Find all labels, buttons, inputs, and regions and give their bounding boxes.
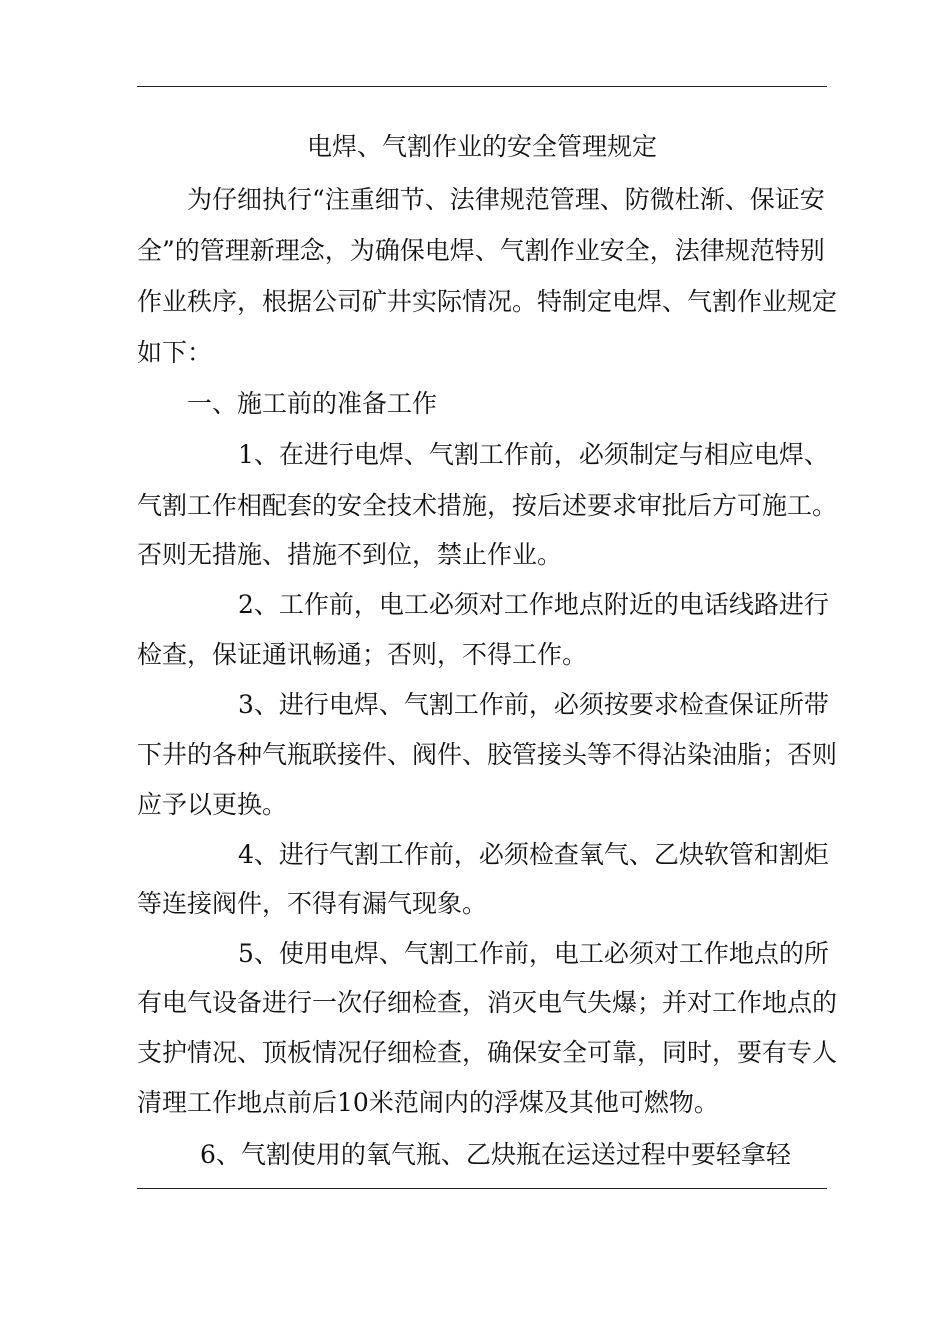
intro-line-1: 为仔细执行“注重细节、法律规范管理、防微杜渐、保证安: [187, 185, 825, 214]
item-3-line-3: 应予以更换。: [137, 790, 288, 819]
header-rule: [137, 86, 827, 87]
section-heading: 一、施工前的准备工作: [187, 389, 438, 418]
intro-line-4: 如下：: [137, 338, 213, 367]
item-4-line-2: 等连接阀件，不得有漏气现象。: [137, 889, 488, 918]
item-2-line-2: 检查，保证通讯畅通；否则，不得工作。: [137, 640, 588, 669]
item-1-line-3: 否则无措施、措施不到位，禁止作业。: [137, 540, 563, 569]
item-3-line-2: 下井的各种气瓶联接件、阀件、胶管接头等不得沾染油脂；否则: [137, 740, 838, 769]
document-title: 电焊、气割作业的安全管理规定: [306, 132, 657, 161]
item-5-line-2: 有电气设备进行一次仔细检查，消灭电气失爆；并对工作地点的: [137, 988, 838, 1017]
footer-rule: [137, 1188, 827, 1189]
item-3-line-1: 3、进行电焊、气割工作前，必须按要求检查保证所带: [238, 690, 829, 719]
item-1-line-2: 气割工作相配套的安全技术措施，按后述要求审批后方可施工。: [137, 491, 838, 520]
intro-line-2: 全”的管理新理念，为确保电焊、气割作业安全，法律规范特别: [137, 236, 825, 265]
item-5-line-1: 5、使用电焊、气割工作前，电工必须对工作地点的所: [238, 939, 829, 968]
intro-line-3: 作业秩序，根据公司矿井实际情况。特制定电焊、气割作业规定: [137, 287, 838, 316]
item-5-line-4: 清理工作地点前后10米范闹内的浮煤及其他可燃物。: [137, 1088, 719, 1117]
item-1-line-1: 1、在进行电焊、气割工作前，必须制定与相应电焊、: [238, 440, 829, 469]
item-5-line-3: 支护情况、顶板情况仔细检查，确保安全可靠，同时，要有专人: [137, 1038, 838, 1067]
item-4-line-1: 4、进行气割工作前，必须检查氧气、乙炔软管和割炬: [238, 840, 829, 869]
item-2-line-1: 2、工作前，电工必须对工作地点附近的电话线路进行: [238, 590, 829, 619]
item-6-line-1: 6、气割使用的氧气瓶、乙炔瓶在运送过程中要轻拿轻: [200, 1140, 791, 1169]
